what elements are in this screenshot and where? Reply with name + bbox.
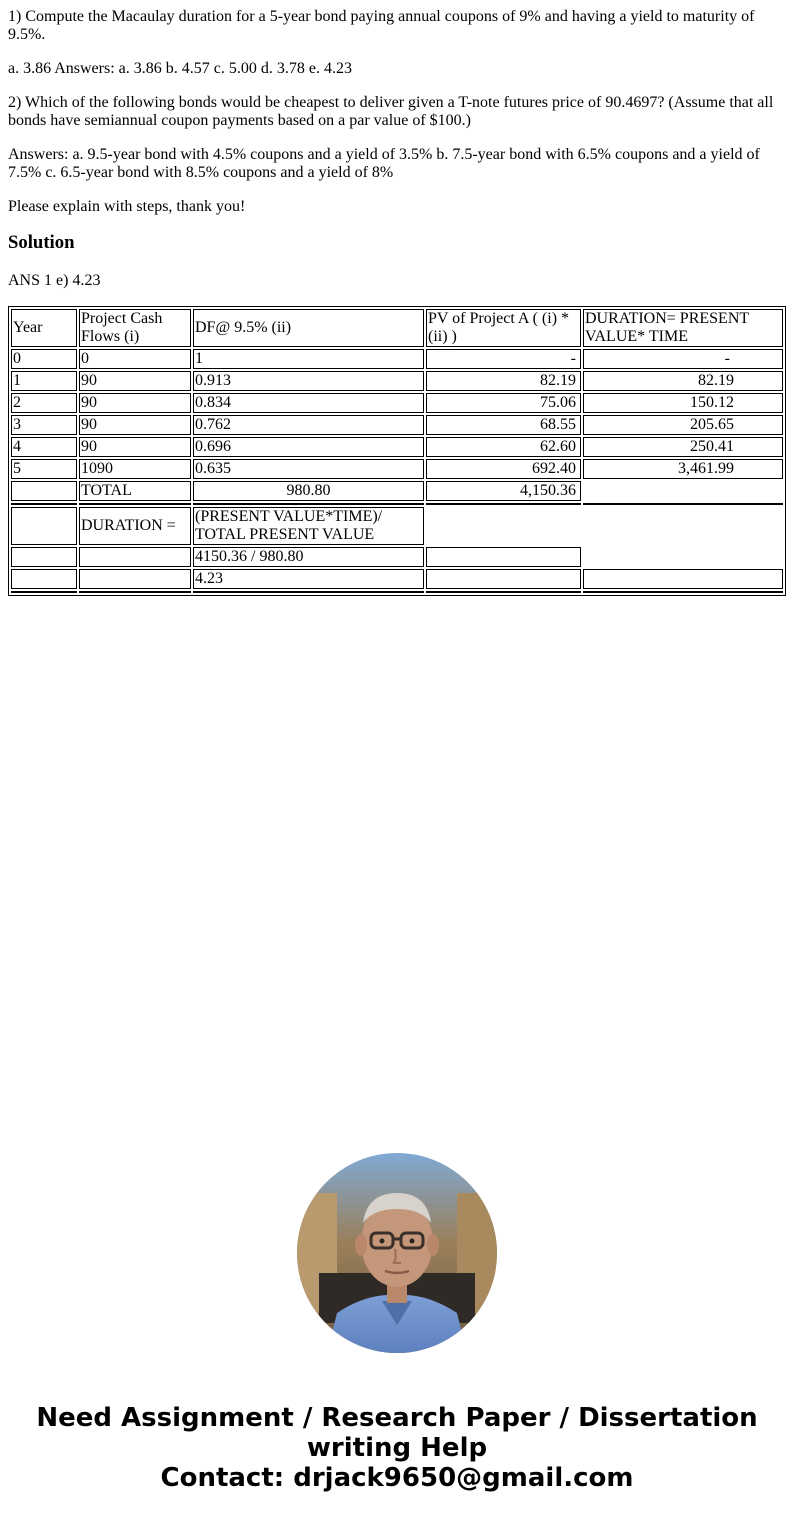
table-row [11,415,783,435]
table-row [11,371,783,391]
cell-cash-flow: 90 [79,371,191,391]
separator-cell [11,591,77,593]
author-portrait-image [297,1153,497,1353]
separator-cell [426,591,581,593]
cell-year: 2 [11,393,77,413]
cell-duration: 3,461.99 [583,459,783,479]
question-1: 1) Compute the Macaulay duration for a 5-year bond paying annual coupons of 9% and having a yield to maturity of 9.5%. [8,8,755,43]
cell-year: 4 [11,437,77,457]
total-duration: 4,150.36 [426,481,581,501]
cell-duration: 82.19 [583,371,783,391]
table-separator-row [11,591,783,593]
cell-year: 0 [11,349,77,369]
duration-calc-row [11,547,783,567]
cell-year: 1 [11,371,77,391]
separator-cell [79,591,191,593]
cell-empty [11,481,77,501]
cell-discount-factor: 0.762 [193,415,424,435]
table-row [11,393,783,413]
question-2: 2) Which of the following bonds would be cheapest to deliver given a T-note futures price of 90.4697? (Assume that all bonds have semiannual coupon payments based on a par value of $100.) [8,94,774,129]
duration-result-row [11,569,783,589]
header-duration: DURATION= PRESENT VALUE* TIME [583,309,783,347]
cell-present-value: - [426,349,581,369]
separator-cell [426,503,581,505]
duration-formula: (PRESENT VALUE*TIME)/ TOTAL PRESENT VALUE [193,507,424,545]
solution-heading: Solution [8,232,75,253]
question-1-answers: a. 3.86 Answers: a. 3.86 b. 4.57 c. 5.00 d. 3.78 e. 4.23 [8,60,352,77]
banner-line-1: Need Assignment / Research Paper / Dissertation [36,1403,758,1433]
table-row [11,349,783,369]
document-body [8,8,786,596]
cell-cash-flow: 0 [79,349,191,369]
duration-calculation: 4150.36 / 980.80 [193,547,424,567]
duration-result: 4.23 [193,569,424,589]
cell-discount-factor: 1 [193,349,424,369]
cell-duration: 250.41 [583,437,783,457]
banner-contact-line: Contact: drjack9650@gmail.com [160,1463,634,1493]
cell-duration: 205.65 [583,415,783,435]
cell-empty [79,547,191,567]
separator-cell [583,591,783,593]
cell-empty [583,507,783,545]
cell-cash-flow: 1090 [79,459,191,479]
cell-cash-flow: 90 [79,415,191,435]
cell-duration: 150.12 [583,393,783,413]
cell-empty [79,569,191,589]
cell-empty [583,481,783,501]
table-total-row [11,481,783,501]
cell-empty [11,507,77,545]
cell-empty [426,507,581,545]
separator-cell [79,503,191,505]
question-2-answers: Answers: a. 9.5-year bond with 4.5% coupons and a yield of 3.5% b. 7.5-year bond with 6.5% coupons and a yield of 7.5% c. 6.5-year bond with 8.5% coupons and a yield of 8% [8,146,760,181]
request-text: Please explain with steps, thank you! [8,198,246,215]
cell-present-value: 68.55 [426,415,581,435]
banner-line-2: writing Help [306,1433,488,1463]
header-cash-flows: Project Cash Flows (i) [79,309,191,347]
cell-year: 3 [11,415,77,435]
separator-cell [193,591,424,593]
cell-discount-factor: 0.696 [193,437,424,457]
table-header-row [11,309,783,347]
answer-1: ANS 1 e) 4.23 [8,272,101,289]
cell-empty [583,569,783,589]
duration-formula-row [11,507,783,545]
cell-present-value: 692.40 [426,459,581,479]
separator-cell [583,503,783,505]
duration-table [8,306,786,596]
cell-empty [583,547,783,567]
cell-present-value: 75.06 [426,393,581,413]
separator-cell [193,503,424,505]
cell-cash-flow: 90 [79,437,191,457]
cell-empty [11,547,77,567]
table-row [11,459,783,479]
separator-cell [11,503,77,505]
cell-duration: - [583,349,783,369]
cell-discount-factor: 0.913 [193,371,424,391]
header-year: Year [11,309,77,347]
contact-banner [0,1403,794,1493]
cell-present-value: 62.60 [426,437,581,457]
cell-discount-factor: 0.635 [193,459,424,479]
cell-discount-factor: 0.834 [193,393,424,413]
cell-empty [426,569,581,589]
total-present-value: 980.80 [193,481,424,501]
cell-present-value: 82.19 [426,371,581,391]
cell-cash-flow: 90 [79,393,191,413]
header-present-value: PV of Project A ( (i) * (ii) ) [426,309,581,347]
header-discount-factor: DF@ 9.5% (ii) [193,309,424,347]
cell-empty [426,547,581,567]
duration-label: DURATION = [79,507,191,545]
cell-empty [11,569,77,589]
table-separator-row [11,503,783,505]
total-label: TOTAL [79,481,191,501]
cell-year: 5 [11,459,77,479]
table-row [11,437,783,457]
author-photo [297,1153,497,1353]
